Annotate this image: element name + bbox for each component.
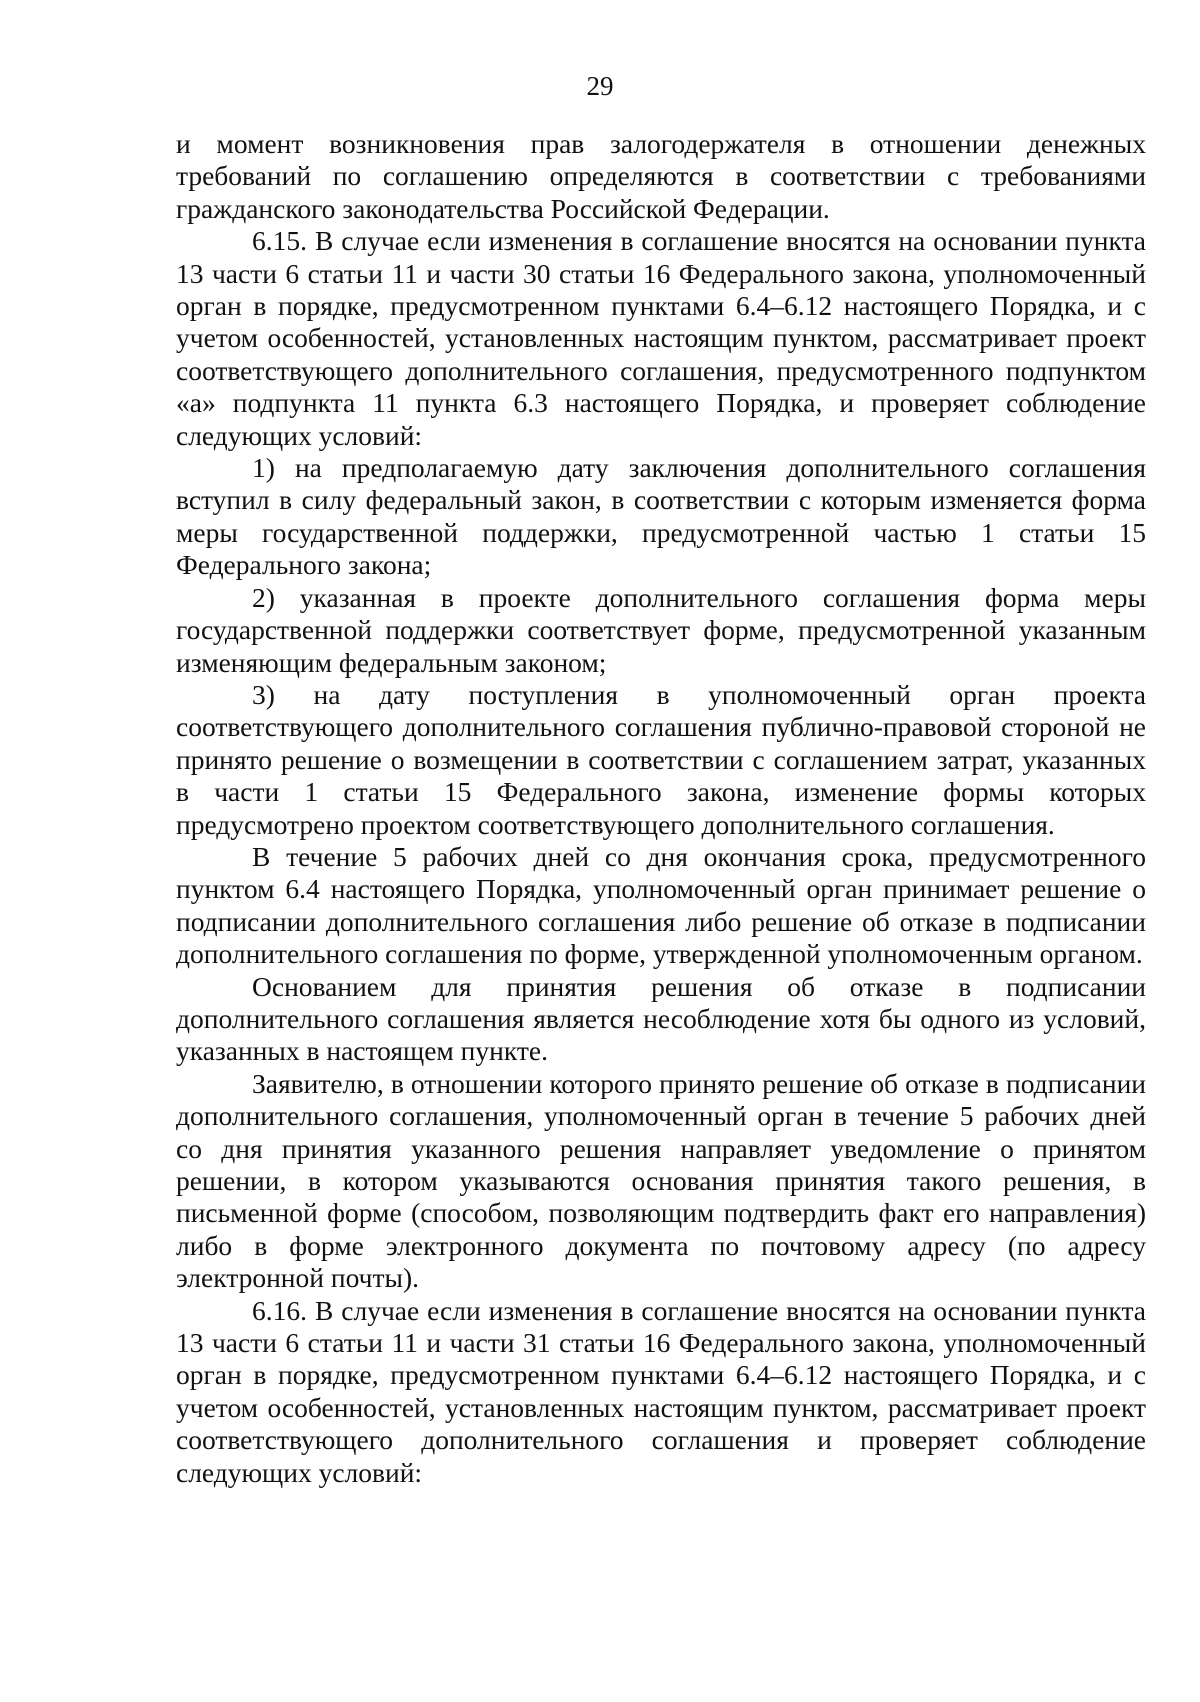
paragraph-6-16: 6.16. В случае если изменения в соглашение вносятся на основании пункта 13 части 6 статьи 11 и части 31 статьи 16 Федерального закона, уполномоченный орган в порядке, предусмотренном пунктами 6.4–6.12 настоящего Порядка, и с учетом особенностей, установленных настоящим пунктом, рассматривает проект соответствующего дополнительного соглашения и проверяет соблюдение следующих условий: (176, 1294, 1146, 1488)
list-item-condition-1: 1) на предполагаемую дату заключения дополнительного соглашения вступил в силу федеральный закон, в соответствии с которым изменяется форма меры государственной поддержки, предусмотренной частью 1 статьи 15 Федерального закона; (176, 452, 1146, 581)
paragraph-refusal-basis: Основанием для принятия решения об отказе в подписании дополнительного соглашения является несоблюдение хотя бы одного из условий, указанных в настоящем пункте. (176, 970, 1146, 1067)
document-body (176, 128, 1146, 1489)
list-item-condition-2: 2) указанная в проекте дополнительного соглашения форма меры государственной поддержки соответствует форме, предусмотренной указанным изменяющим федеральным законом; (176, 581, 1146, 678)
paragraph-6-15: 6.15. В случае если изменения в соглашение вносятся на основании пункта 13 части 6 статьи 11 и части 30 статьи 16 Федерального закона, уполномоченный орган в порядке, предусмотренном пунктами 6.4–6.12 настоящего Порядка, и с учетом особенностей, установленных настоящим пунктом, рассматривает проект соответствующего дополнительного соглашения, предусмотренного подпунктом «а» подпункта 11 пункта 6.3 настоящего Порядка, и проверяет соблюдение следующих условий: (176, 225, 1146, 451)
paragraph-continuation: и момент возникновения прав залогодержателя в отношении денежных требований по соглашению определяются в соответствии с требованиями гражданского законодательства Российской Федерации. (176, 128, 1146, 224)
list-item-condition-3: 3) на дату поступления в уполномоченный орган проекта соответствующего дополнительного соглашения публично-правовой стороной не принято решение о возмещении в соответствии с соглашением затрат, указанных в части 1 статьи 15 Федерального закона, изменение формы которых предусмотрено проектом соответствующего дополнительного соглашения. (176, 678, 1146, 840)
paragraph-decision-term: В течение 5 рабочих дней со дня окончания срока, предусмотренного пунктом 6.4 настоящего Порядка, уполномоченный орган принимает решение о подписании дополнительного соглашения либо решение об отказе в подписании дополнительного соглашения по форме, утвержденной уполномоченным органом. (176, 840, 1146, 970)
page-number: 29 (586, 71, 614, 101)
paragraph-applicant-notice: Заявителю, в отношении которого принято решение об отказе в подписании дополнительного соглашения, уполномоченный орган в течение 5 рабочих дней со дня принятия указанного решения направляет уведомление о принятом решении, в котором указываются основания принятия такого решения, в письменной форме (способом, позволяющим подтвердить факт его направления) либо в форме электронного документа по почтовому адресу (по адресу электронной почты). (176, 1067, 1146, 1294)
